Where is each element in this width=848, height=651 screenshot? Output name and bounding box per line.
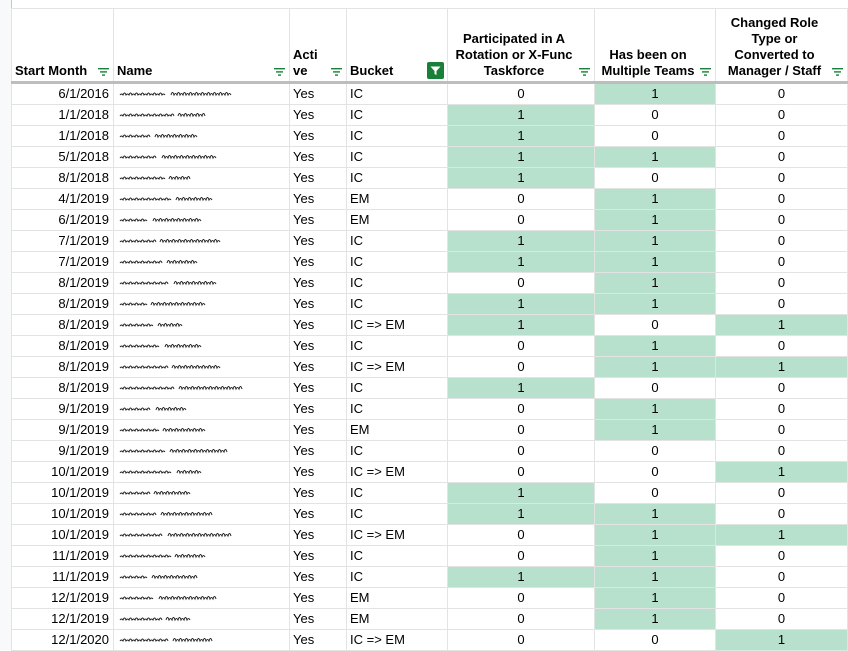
bucket-cell[interactable]: IC => EM	[347, 630, 448, 651]
start-month-cell[interactable]: 9/1/2019	[12, 420, 114, 441]
start-month-cell[interactable]: 10/1/2019	[12, 483, 114, 504]
changed-role-cell[interactable]: 0	[716, 168, 848, 189]
header-start-month[interactable]	[12, 9, 114, 83]
name-cell[interactable]	[114, 105, 290, 126]
start-month-cell[interactable]: 11/1/2019	[12, 567, 114, 588]
changed-role-cell[interactable]: 0	[716, 336, 848, 357]
active-cell[interactable]: Yes	[290, 441, 347, 462]
filter-icon[interactable]	[700, 68, 711, 76]
bucket-cell[interactable]: IC	[347, 504, 448, 525]
changed-role-cell[interactable]: 0	[716, 441, 848, 462]
active-cell[interactable]: Yes	[290, 399, 347, 420]
name-cell[interactable]	[114, 126, 290, 147]
table-row[interactable]	[12, 609, 848, 630]
bucket-cell[interactable]: IC	[347, 231, 448, 252]
active-cell[interactable]: Yes	[290, 126, 347, 147]
header-name-label: Name	[117, 63, 153, 78]
changed-role-cell[interactable]: 0	[716, 588, 848, 609]
name-cell[interactable]	[114, 504, 290, 525]
rotation-cell[interactable]: 0	[448, 357, 595, 378]
table-row[interactable]	[12, 189, 848, 210]
redacted-name-scribble	[118, 593, 258, 603]
bucket-cell[interactable]: EM	[347, 609, 448, 630]
name-cell[interactable]	[114, 147, 290, 168]
bucket-cell[interactable]: IC	[347, 483, 448, 504]
multiple-teams-cell[interactable]: 1	[595, 294, 716, 315]
name-cell[interactable]	[114, 168, 290, 189]
bucket-cell[interactable]: IC	[347, 252, 448, 273]
start-month-cell[interactable]: 8/1/2019	[12, 273, 114, 294]
table-row[interactable]	[12, 504, 848, 525]
name-cell[interactable]	[114, 462, 290, 483]
name-cell[interactable]	[114, 630, 290, 651]
table-row[interactable]	[12, 273, 848, 294]
changed-role-cell[interactable]: 0	[716, 483, 848, 504]
bucket-cell[interactable]: EM	[347, 210, 448, 231]
redacted-name-scribble	[118, 404, 258, 414]
rotation-cell[interactable]: 1	[448, 147, 595, 168]
name-cell[interactable]	[114, 525, 290, 546]
bucket-cell[interactable]: IC	[347, 105, 448, 126]
bucket-cell[interactable]: IC	[347, 378, 448, 399]
table-row[interactable]	[12, 147, 848, 168]
bucket-cell[interactable]: IC	[347, 294, 448, 315]
changed-role-cell[interactable]: 0	[716, 420, 848, 441]
rotation-cell[interactable]: 0	[448, 210, 595, 231]
redacted-name-scribble	[118, 110, 258, 120]
multiple-teams-cell[interactable]: 1	[595, 357, 716, 378]
name-cell[interactable]	[114, 83, 290, 105]
multiple-teams-cell[interactable]: 0	[595, 441, 716, 462]
start-month-cell[interactable]: 9/1/2019	[12, 441, 114, 462]
data-grid	[11, 8, 848, 651]
rotation-cell[interactable]: 0	[448, 462, 595, 483]
changed-role-cell[interactable]: 0	[716, 546, 848, 567]
active-cell[interactable]: Yes	[290, 567, 347, 588]
filter-active-icon[interactable]	[427, 62, 444, 79]
redacted-name-scribble	[118, 509, 258, 519]
start-month-cell[interactable]: 1/1/2018	[12, 105, 114, 126]
header-multiple-teams-label: Has been on Multiple Teams	[601, 47, 695, 78]
start-month-cell[interactable]: 10/1/2019	[12, 525, 114, 546]
active-cell[interactable]: Yes	[290, 588, 347, 609]
bucket-cell[interactable]: IC => EM	[347, 462, 448, 483]
bucket-cell[interactable]: IC	[347, 273, 448, 294]
multiple-teams-cell[interactable]: 1	[595, 504, 716, 525]
filter-icon[interactable]	[832, 68, 843, 76]
table-row[interactable]	[12, 294, 848, 315]
redacted-name-scribble	[118, 320, 258, 330]
multiple-teams-cell[interactable]: 0	[595, 630, 716, 651]
changed-role-cell[interactable]: 1	[716, 630, 848, 651]
start-month-cell[interactable]: 8/1/2019	[12, 378, 114, 399]
active-cell[interactable]: Yes	[290, 609, 347, 630]
bucket-cell[interactable]: IC => EM	[347, 315, 448, 336]
bucket-cell[interactable]: IC => EM	[347, 525, 448, 546]
start-month-cell[interactable]: 8/1/2019	[12, 357, 114, 378]
filter-icon[interactable]	[579, 68, 590, 76]
active-cell[interactable]: Yes	[290, 462, 347, 483]
table-row[interactable]	[12, 630, 848, 651]
table-row[interactable]	[12, 336, 848, 357]
bucket-cell[interactable]: IC	[347, 546, 448, 567]
name-cell[interactable]	[114, 357, 290, 378]
redacted-name-scribble	[118, 383, 258, 393]
rotation-cell[interactable]: 0	[448, 609, 595, 630]
multiple-teams-cell[interactable]: 1	[595, 588, 716, 609]
start-month-cell[interactable]: 10/1/2019	[12, 462, 114, 483]
multiple-teams-cell[interactable]: 1	[595, 83, 716, 105]
table-row[interactable]	[12, 83, 848, 105]
multiple-teams-cell[interactable]: 0	[595, 105, 716, 126]
name-cell[interactable]	[114, 336, 290, 357]
active-cell[interactable]: Yes	[290, 273, 347, 294]
start-month-cell[interactable]: 11/1/2019	[12, 546, 114, 567]
table-row[interactable]	[12, 168, 848, 189]
multiple-teams-cell[interactable]: 1	[595, 252, 716, 273]
multiple-teams-cell[interactable]: 1	[595, 147, 716, 168]
start-month-cell[interactable]: 1/1/2018	[12, 126, 114, 147]
header-multiple-teams[interactable]	[595, 9, 716, 83]
header-rotation[interactable]	[448, 9, 595, 83]
rotation-cell[interactable]: 1	[448, 105, 595, 126]
name-cell[interactable]	[114, 546, 290, 567]
table-body	[12, 83, 848, 651]
active-cell[interactable]: Yes	[290, 525, 347, 546]
multiple-teams-cell[interactable]: 1	[595, 420, 716, 441]
multiple-teams-cell[interactable]: 1	[595, 567, 716, 588]
filter-icon[interactable]	[98, 68, 109, 76]
start-month-cell[interactable]: 10/1/2019	[12, 504, 114, 525]
table-row[interactable]	[12, 252, 848, 273]
changed-role-cell[interactable]: 0	[716, 567, 848, 588]
table-row[interactable]	[12, 546, 848, 567]
changed-role-cell[interactable]: 0	[716, 83, 848, 105]
rotation-cell[interactable]: 0	[448, 546, 595, 567]
header-changed-role-label: Changed Role Type or Converted to Manager / Staff	[727, 15, 822, 78]
active-cell[interactable]: Yes	[290, 546, 347, 567]
redacted-name-scribble	[118, 467, 258, 477]
multiple-teams-cell[interactable]: 0	[595, 315, 716, 336]
active-cell[interactable]: Yes	[290, 231, 347, 252]
table-row[interactable]	[12, 315, 848, 336]
active-cell[interactable]: Yes	[290, 504, 347, 525]
changed-role-cell[interactable]: 0	[716, 273, 848, 294]
header-active[interactable]	[290, 9, 347, 83]
redacted-name-scribble	[118, 425, 258, 435]
name-cell[interactable]	[114, 441, 290, 462]
name-cell[interactable]	[114, 210, 290, 231]
active-cell[interactable]: Yes	[290, 315, 347, 336]
active-cell[interactable]: Yes	[290, 420, 347, 441]
filter-icon[interactable]	[274, 68, 285, 76]
rotation-cell[interactable]: 0	[448, 189, 595, 210]
bucket-cell[interactable]: IC	[347, 126, 448, 147]
rotation-cell[interactable]: 0	[448, 336, 595, 357]
table-row[interactable]	[12, 420, 848, 441]
active-cell[interactable]: Yes	[290, 147, 347, 168]
redacted-name-scribble	[118, 635, 258, 645]
multiple-teams-cell[interactable]: 1	[595, 231, 716, 252]
redacted-name-scribble	[118, 131, 258, 141]
table-row[interactable]	[12, 462, 848, 483]
header-bucket-label: Bucket	[350, 63, 394, 78]
redacted-name-scribble	[118, 572, 258, 582]
rotation-cell[interactable]: 1	[448, 294, 595, 315]
changed-role-cell[interactable]: 1	[716, 357, 848, 378]
redacted-name-scribble	[118, 215, 258, 225]
changed-role-cell[interactable]: 1	[716, 462, 848, 483]
rotation-cell[interactable]: 0	[448, 441, 595, 462]
bucket-cell[interactable]: IC	[347, 168, 448, 189]
start-month-cell[interactable]: 8/1/2018	[12, 168, 114, 189]
bucket-cell[interactable]: EM	[347, 588, 448, 609]
name-cell[interactable]	[114, 609, 290, 630]
redacted-name-scribble	[118, 362, 258, 372]
active-cell[interactable]: Yes	[290, 336, 347, 357]
changed-role-cell[interactable]: 0	[716, 105, 848, 126]
rotation-cell[interactable]: 0	[448, 273, 595, 294]
multiple-teams-cell[interactable]: 1	[595, 210, 716, 231]
changed-role-cell[interactable]: 0	[716, 231, 848, 252]
start-month-cell[interactable]: 12/1/2020	[12, 630, 114, 651]
start-month-cell[interactable]: 5/1/2018	[12, 147, 114, 168]
rotation-cell[interactable]: 0	[448, 630, 595, 651]
active-cell[interactable]: Yes	[290, 252, 347, 273]
multiple-teams-cell[interactable]: 0	[595, 126, 716, 147]
active-cell[interactable]: Yes	[290, 83, 347, 105]
multiple-teams-cell[interactable]: 1	[595, 609, 716, 630]
rotation-cell[interactable]: 1	[448, 126, 595, 147]
changed-role-cell[interactable]: 0	[716, 294, 848, 315]
name-cell[interactable]	[114, 231, 290, 252]
active-cell[interactable]: Yes	[290, 294, 347, 315]
filter-icon[interactable]	[331, 68, 342, 76]
bucket-cell[interactable]: IC	[347, 336, 448, 357]
name-cell[interactable]	[114, 567, 290, 588]
rotation-cell[interactable]: 0	[448, 83, 595, 105]
redacted-name-scribble	[118, 488, 258, 498]
table-row[interactable]	[12, 588, 848, 609]
redacted-name-scribble	[118, 194, 258, 204]
start-month-cell[interactable]: 8/1/2019	[12, 315, 114, 336]
multiple-teams-cell[interactable]: 0	[595, 168, 716, 189]
changed-role-cell[interactable]: 0	[716, 126, 848, 147]
active-cell[interactable]: Yes	[290, 189, 347, 210]
header-row	[12, 9, 848, 83]
header-changed-role[interactable]	[716, 9, 848, 83]
start-month-cell[interactable]: 7/1/2019	[12, 231, 114, 252]
changed-role-cell[interactable]: 1	[716, 315, 848, 336]
redacted-name-scribble	[118, 446, 258, 456]
header-rotation-label: Participated in A Rotation or X-Func Taskforce	[455, 31, 573, 78]
rotation-cell[interactable]: 1	[448, 567, 595, 588]
rotation-cell[interactable]: 0	[448, 420, 595, 441]
multiple-teams-cell[interactable]: 1	[595, 546, 716, 567]
changed-role-cell[interactable]: 0	[716, 609, 848, 630]
table-row[interactable]	[12, 231, 848, 252]
header-bucket[interactable]	[347, 9, 448, 83]
table-row[interactable]	[12, 126, 848, 147]
active-cell[interactable]: Yes	[290, 168, 347, 189]
rotation-cell[interactable]: 1	[448, 168, 595, 189]
table-row[interactable]	[12, 105, 848, 126]
active-cell[interactable]: Yes	[290, 483, 347, 504]
bucket-cell[interactable]: EM	[347, 420, 448, 441]
start-month-cell[interactable]: 6/1/2019	[12, 210, 114, 231]
redacted-name-scribble	[118, 89, 258, 99]
multiple-teams-cell[interactable]: 1	[595, 336, 716, 357]
start-month-cell[interactable]: 9/1/2019	[12, 399, 114, 420]
active-cell[interactable]: Yes	[290, 357, 347, 378]
name-cell[interactable]	[114, 588, 290, 609]
rotation-cell[interactable]: 1	[448, 483, 595, 504]
changed-role-cell[interactable]: 1	[716, 525, 848, 546]
multiple-teams-cell[interactable]: 1	[595, 525, 716, 546]
table-row[interactable]	[12, 378, 848, 399]
start-month-cell[interactable]: 12/1/2019	[12, 609, 114, 630]
rotation-cell[interactable]: 0	[448, 399, 595, 420]
start-month-cell[interactable]: 8/1/2019	[12, 294, 114, 315]
bucket-cell[interactable]: IC	[347, 399, 448, 420]
table-row[interactable]	[12, 567, 848, 588]
redacted-name-scribble	[118, 299, 258, 309]
multiple-teams-cell[interactable]: 1	[595, 189, 716, 210]
name-cell[interactable]	[114, 252, 290, 273]
active-cell[interactable]: Yes	[290, 210, 347, 231]
table-row[interactable]	[12, 210, 848, 231]
table-row[interactable]	[12, 399, 848, 420]
header-name[interactable]	[114, 9, 290, 83]
rotation-cell[interactable]: 0	[448, 588, 595, 609]
active-cell[interactable]: Yes	[290, 105, 347, 126]
header-active-label: Active	[293, 47, 318, 78]
name-cell[interactable]	[114, 399, 290, 420]
redacted-name-scribble	[118, 152, 258, 162]
name-cell[interactable]	[114, 273, 290, 294]
redacted-name-scribble	[118, 530, 258, 540]
rotation-cell[interactable]: 1	[448, 378, 595, 399]
bucket-cell[interactable]: IC => EM	[347, 357, 448, 378]
bucket-cell[interactable]: IC	[347, 147, 448, 168]
rotation-cell[interactable]: 0	[448, 525, 595, 546]
redacted-name-scribble	[118, 341, 258, 351]
redacted-name-scribble	[118, 614, 258, 624]
start-month-cell[interactable]: 12/1/2019	[12, 588, 114, 609]
rotation-cell[interactable]: 1	[448, 315, 595, 336]
bucket-cell[interactable]: IC	[347, 83, 448, 105]
name-cell[interactable]	[114, 483, 290, 504]
changed-role-cell[interactable]: 0	[716, 189, 848, 210]
table-row[interactable]	[12, 357, 848, 378]
active-cell[interactable]: Yes	[290, 630, 347, 651]
redacted-name-scribble	[118, 278, 258, 288]
redacted-name-scribble	[118, 173, 258, 183]
redacted-name-scribble	[118, 236, 258, 246]
changed-role-cell[interactable]: 0	[716, 252, 848, 273]
changed-role-cell[interactable]: 0	[716, 147, 848, 168]
multiple-teams-cell[interactable]: 1	[595, 399, 716, 420]
table-row[interactable]	[12, 483, 848, 504]
multiple-teams-cell[interactable]: 0	[595, 462, 716, 483]
name-cell[interactable]	[114, 294, 290, 315]
changed-role-cell[interactable]: 0	[716, 399, 848, 420]
bucket-cell[interactable]: EM	[347, 189, 448, 210]
active-cell[interactable]: Yes	[290, 378, 347, 399]
name-cell[interactable]	[114, 189, 290, 210]
redacted-name-scribble	[118, 257, 258, 267]
start-month-cell[interactable]: 7/1/2019	[12, 252, 114, 273]
name-cell[interactable]	[114, 420, 290, 441]
multiple-teams-cell[interactable]: 0	[595, 378, 716, 399]
start-month-cell[interactable]: 8/1/2019	[12, 336, 114, 357]
start-month-cell[interactable]: 6/1/2016	[12, 83, 114, 105]
name-cell[interactable]	[114, 315, 290, 336]
changed-role-cell[interactable]: 0	[716, 210, 848, 231]
table-row[interactable]	[12, 525, 848, 546]
rotation-cell[interactable]: 1	[448, 231, 595, 252]
bucket-cell[interactable]: IC	[347, 567, 448, 588]
header-start-month-label: Start Month	[15, 63, 88, 78]
changed-role-cell[interactable]: 0	[716, 378, 848, 399]
rotation-cell[interactable]: 1	[448, 252, 595, 273]
redacted-name-scribble	[118, 551, 258, 561]
changed-role-cell[interactable]: 0	[716, 504, 848, 525]
name-cell[interactable]	[114, 378, 290, 399]
rotation-cell[interactable]: 1	[448, 504, 595, 525]
multiple-teams-cell[interactable]: 1	[595, 273, 716, 294]
start-month-cell[interactable]: 4/1/2019	[12, 189, 114, 210]
table-row[interactable]	[12, 441, 848, 462]
bucket-cell[interactable]: IC	[347, 441, 448, 462]
multiple-teams-cell[interactable]: 0	[595, 483, 716, 504]
